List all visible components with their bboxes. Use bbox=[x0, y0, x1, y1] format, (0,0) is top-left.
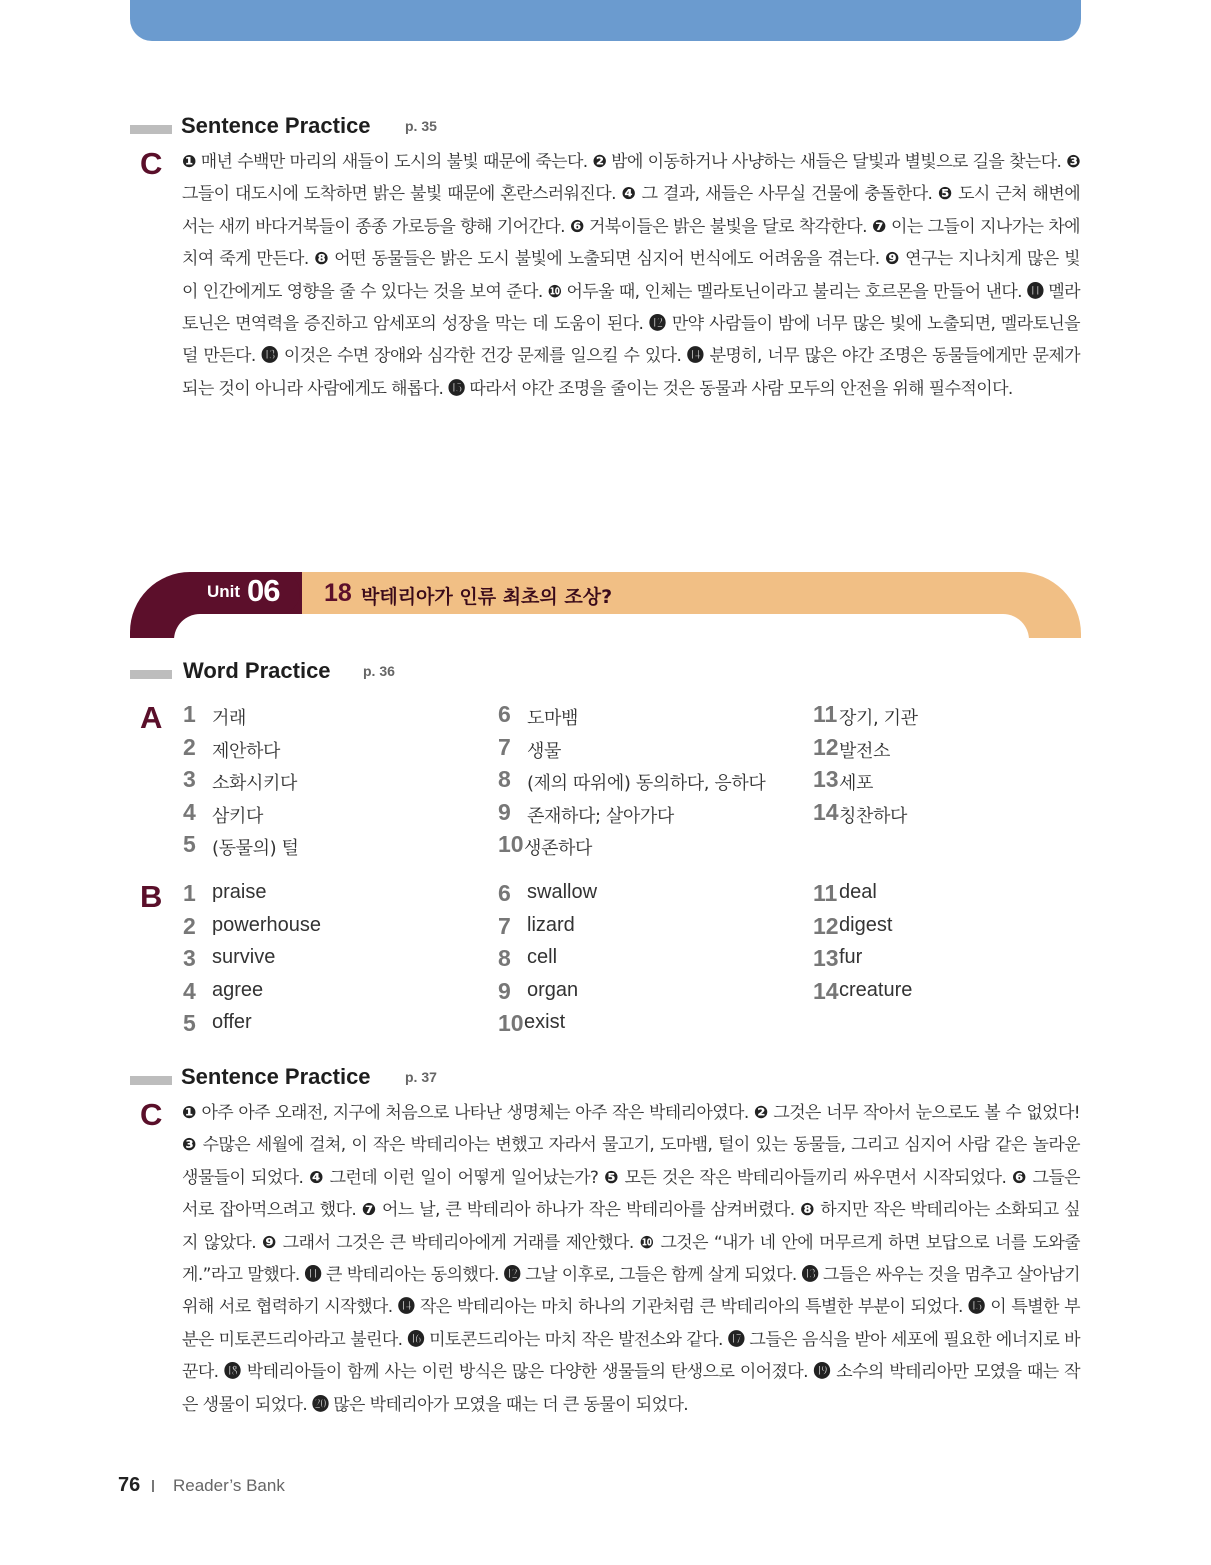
word-item-text: offer bbox=[212, 1011, 252, 1033]
sentence-number: ❽ bbox=[800, 1200, 815, 1221]
word-item-number: 13 bbox=[813, 945, 839, 971]
sentence-number: ⓮ bbox=[397, 1297, 415, 1318]
sentence-text: 밤에 이동하거나 사냥하는 새들은 달빛과 별빛으로 길을 찾는다. bbox=[606, 152, 1067, 172]
sentence-number: ❿ bbox=[639, 1232, 655, 1253]
section-title: Word Practice bbox=[183, 658, 331, 683]
word-item-text: 도마뱀 bbox=[527, 708, 578, 729]
word-item-number: 3 bbox=[183, 945, 196, 971]
word-item-number: 10 bbox=[498, 831, 524, 857]
sentence bbox=[621, 184, 937, 204]
word-item-text: deal bbox=[839, 881, 877, 903]
word-item-text: 삼키다 bbox=[212, 805, 263, 827]
top-color-band bbox=[130, 0, 1081, 41]
sentence-text: 그런데 이런 일이 어떻게 일어났는가? bbox=[323, 1167, 605, 1188]
sentence bbox=[407, 1330, 727, 1350]
sentence-number: ❾ bbox=[885, 249, 900, 270]
word-item-number: 12 bbox=[813, 733, 839, 760]
sentence-text: 그들은 서로 잡아먹으려고 했다. bbox=[182, 1167, 1081, 1221]
word-item-number: 4 bbox=[183, 798, 196, 825]
sentence-text: 분명히, 너무 많은 야간 조명은 동물들에게만 문제가 되는 것이 아니라 사람에게도 해롭다. bbox=[182, 346, 1080, 399]
word-item-number: 6 bbox=[498, 880, 511, 906]
word-item-number: 13 bbox=[813, 766, 839, 792]
exercise-letter-c-1: C bbox=[140, 146, 163, 181]
word-item-text: digest bbox=[839, 913, 893, 936]
sentence-number: ⓬ bbox=[503, 1265, 521, 1286]
sentence bbox=[398, 1297, 968, 1317]
sentence-number: ❽ bbox=[314, 249, 329, 270]
sentence-number: ⓲ bbox=[224, 1362, 242, 1383]
sentence-text: 멜라토닌은 면역력을 증진하고 암세포의 성장을 막는 데 도움이 된다. bbox=[182, 281, 1080, 335]
word-item-text: praise bbox=[212, 881, 267, 903]
word-item-number: 5 bbox=[183, 1010, 196, 1036]
sentence bbox=[182, 1103, 754, 1123]
sentence-text: 많은 박테리아가 모였을 때는 더 큰 동물이 되었다. bbox=[328, 1394, 689, 1415]
unit-banner bbox=[130, 572, 1081, 638]
word-item-number: 14 bbox=[813, 798, 839, 825]
word-item-text: creature bbox=[839, 978, 913, 1001]
sentence bbox=[570, 217, 872, 237]
sentence-text: 그들은 음식을 받아 세포에 필요한 에너지로 바꾼다. bbox=[182, 1329, 1080, 1383]
word-item-text: 발전소 bbox=[839, 740, 890, 762]
sentence-number: ⓱ bbox=[727, 1329, 745, 1350]
sentence-text: 만약 사람들이 밤에 너무 많은 빛에 노출되면, 멜라토닌을 덜 만든다. bbox=[182, 314, 1081, 367]
sentence-text: 큰 박테리아는 동의했다. bbox=[321, 1265, 504, 1286]
section-header-bar bbox=[130, 670, 172, 679]
word-item-text: lizard bbox=[527, 913, 575, 936]
sentence-number: ⓰ bbox=[407, 1329, 425, 1350]
section-page-ref: p. 36 bbox=[363, 663, 395, 679]
sentence bbox=[261, 346, 687, 366]
word-item-number: 8 bbox=[498, 945, 511, 971]
sentence bbox=[305, 1265, 504, 1285]
word-item-number: 1 bbox=[183, 880, 196, 906]
sentence bbox=[312, 1395, 688, 1415]
word-item-text: 존재하다; 살아가다 bbox=[527, 805, 674, 827]
word-item-number: 7 bbox=[498, 733, 511, 760]
sentence-text: 그것은 “내가 네 안에 머무르게 하면 보답으로 너를 도와줄게.”라고 말했다. bbox=[182, 1232, 1080, 1286]
section-title: Sentence Practice bbox=[181, 113, 371, 138]
footer-separator bbox=[152, 1480, 154, 1492]
word-item-text: (제의 따위에) 동의하다, 응하다 bbox=[527, 773, 766, 794]
sentence bbox=[754, 1103, 1080, 1123]
sentence-text: 어느 날, 큰 박테리아 하나가 작은 박테리아를 삼켜버렸다. bbox=[376, 1200, 801, 1221]
word-item-number: 9 bbox=[498, 798, 511, 825]
word-item-text: survive bbox=[212, 946, 276, 968]
sentence-practice-paragraph-1 bbox=[182, 146, 1080, 405]
sentence-number: ❾ bbox=[261, 1232, 277, 1253]
word-item-text: agree bbox=[212, 978, 264, 1001]
word-item-number: 12 bbox=[813, 912, 839, 939]
sentence-text: 따라서 야간 조명을 줄이는 것은 동물과 사람 모두의 안전을 위해 필수적이다. bbox=[464, 378, 1013, 399]
sentence bbox=[182, 152, 592, 172]
word-item-text: exist bbox=[524, 1011, 566, 1033]
sentence-text: 그래서 그것은 큰 박테리아에게 거래를 제안했다. bbox=[276, 1232, 640, 1253]
sentence-text: 이것은 수면 장애와 심각한 건강 문제를 일으킬 수 있다. bbox=[278, 346, 687, 367]
sentence-text: 도시 근처 해변에서는 새끼 바다거북들이 종종 가로등을 향해 기어간다. bbox=[182, 184, 1081, 237]
sentence-number: ❸ bbox=[182, 1135, 197, 1156]
section-page-ref: p. 37 bbox=[405, 1069, 437, 1085]
sentence-number: ❶ bbox=[182, 152, 196, 172]
sentence-number: ❼ bbox=[361, 1200, 377, 1221]
word-item-text: 제안하다 bbox=[212, 740, 280, 762]
sentence-number: ❷ bbox=[592, 152, 607, 172]
sentence-text: 그것은 너무 작아서 눈으로도 볼 수 없었다! bbox=[768, 1103, 1080, 1123]
sentence bbox=[309, 1168, 604, 1188]
sentence bbox=[224, 1362, 813, 1382]
section-header-bar bbox=[130, 125, 172, 134]
sentence-number: ❹ bbox=[309, 1167, 324, 1188]
sentence-number: ❺ bbox=[604, 1167, 619, 1188]
sentence-number: ⓮ bbox=[686, 346, 705, 367]
word-item-text: 칭찬하다 bbox=[839, 805, 907, 827]
word-item-number: 2 bbox=[183, 733, 196, 760]
word-item-text: 거래 bbox=[212, 708, 246, 729]
sentence-number: ⓯ bbox=[968, 1297, 986, 1318]
sentence-text: 거북이들은 밝은 불빛을 달로 착각한다. bbox=[583, 216, 872, 237]
word-item-number: 14 bbox=[813, 977, 839, 1004]
sentence-number: ⓴ bbox=[311, 1394, 329, 1415]
sentence bbox=[262, 1233, 640, 1253]
word-item-text: powerhouse bbox=[212, 913, 321, 936]
sentence-text: 그날 이후로, 그들은 함께 살게 되었다. bbox=[520, 1265, 802, 1286]
word-item-number: 9 bbox=[498, 977, 511, 1004]
sentence-text: 이 특별한 부분은 미토콘드리아라고 불린다. bbox=[182, 1297, 1080, 1350]
word-item-number: 10 bbox=[498, 1010, 524, 1036]
sentence-practice-paragraph-2 bbox=[182, 1097, 1080, 1421]
sentence-number: ❷ bbox=[753, 1103, 769, 1123]
section-title: Sentence Practice bbox=[181, 1064, 371, 1089]
sentence bbox=[504, 1265, 802, 1285]
word-item-text: fur bbox=[839, 946, 863, 968]
sentence-text: 어떤 동물들은 밝은 도시 불빛에 노출되면 심지어 번식에도 어려움을 겪는다. bbox=[328, 249, 886, 270]
sentence bbox=[604, 1168, 1012, 1188]
word-item-number: 11 bbox=[813, 701, 838, 727]
sentence-number: ⓭ bbox=[801, 1265, 819, 1286]
sentence-number: ❻ bbox=[569, 216, 584, 237]
sentence-number: ⓫ bbox=[1026, 281, 1044, 302]
unit-banner-cutout bbox=[174, 614, 1029, 644]
sentence-number: ⓯ bbox=[448, 378, 465, 399]
word-item-text: 장기, 기관 bbox=[839, 708, 918, 729]
sentence-text: 매년 수백만 마리의 새들이 도시의 불빛 때문에 죽는다. bbox=[195, 152, 593, 172]
sentence-number: ❻ bbox=[1012, 1167, 1027, 1188]
word-item-number: 4 bbox=[183, 977, 196, 1004]
section-page-ref: p. 35 bbox=[405, 118, 437, 134]
lesson-title: 박테리아가 인류 최초의 조상? bbox=[361, 586, 613, 608]
sentence bbox=[548, 282, 1027, 302]
sentence-number: ❿ bbox=[547, 281, 562, 302]
word-item-text: 생물 bbox=[527, 740, 561, 762]
sentence bbox=[592, 152, 1066, 172]
sentence-text: 이는 그들이 지나가는 차에 치여 죽게 만든다. bbox=[182, 216, 1081, 270]
sentence-text: 작은 박테리아는 마치 하나의 기관처럼 큰 박테리아의 특별한 부분이 되었다. bbox=[414, 1297, 969, 1318]
word-item-number: 5 bbox=[183, 831, 196, 857]
sentence-text: 연구는 지나치게 많은 빛이 인간에게도 영향을 줄 수 있다는 것을 보여 준다. bbox=[182, 249, 1080, 302]
lesson-number: 18 bbox=[324, 579, 352, 607]
sentence-text: 박테리아들이 함께 사는 이런 방식은 많은 다양한 생물들의 탄생으로 이어졌다. bbox=[241, 1362, 814, 1383]
book-title: Reader’s Bank bbox=[173, 1476, 285, 1495]
word-item-text: swallow bbox=[527, 881, 598, 903]
exercise-letter-c-2: C bbox=[140, 1097, 163, 1132]
sentence-number: ⓳ bbox=[813, 1362, 831, 1383]
sentence-number: ❼ bbox=[871, 216, 886, 237]
sentence-text: 모든 것은 작은 박테리아들끼리 싸우면서 시작되었다. bbox=[618, 1167, 1013, 1188]
word-item-text: cell bbox=[527, 946, 558, 968]
sentence-text: 하지만 작은 박테리아는 소화되고 싶지 않았다. bbox=[182, 1200, 1080, 1253]
sentence-text: 수많은 세월에 걸쳐, 이 작은 박테리아는 변했고 자라서 물고기, 도마뱀, 털이 있는 동물들, 그리고 심지어 사람 같은 놀라운 생물들이 되었다. bbox=[182, 1135, 1080, 1188]
sentence-number: ❺ bbox=[937, 184, 953, 205]
sentence-text: 그 결과, 새들은 사무실 건물에 충돌한다. bbox=[636, 184, 938, 205]
word-item-text: (동물의) 털 bbox=[212, 838, 299, 859]
word-item-text: 세포 bbox=[839, 773, 873, 794]
section-header-bar bbox=[130, 1076, 172, 1085]
word-item-number: 2 bbox=[183, 912, 196, 939]
sentence bbox=[314, 249, 885, 269]
word-item-number: 11 bbox=[813, 880, 838, 906]
sentence-number: ❹ bbox=[621, 184, 637, 205]
word-item-text: organ bbox=[527, 978, 579, 1001]
word-item-number: 6 bbox=[498, 701, 511, 727]
unit-label: Unit bbox=[207, 582, 241, 601]
sentence-text: 그들은 싸우는 것을 멈추고 살아남기 위해 서로 협력하기 시작했다. bbox=[182, 1265, 1080, 1318]
sentence-number: ❸ bbox=[1066, 152, 1081, 172]
sentence-text: 아주 아주 오래전, 지구에 처음으로 나타난 생명체는 아주 작은 박테리아였다. bbox=[196, 1103, 754, 1123]
sentence bbox=[448, 379, 1013, 399]
word-item-text: 생존하다 bbox=[524, 838, 592, 859]
exercise-letter-a: A bbox=[140, 700, 163, 735]
unit-number: 06 bbox=[247, 573, 280, 608]
sentence-number: ⓬ bbox=[648, 314, 667, 335]
sentence-number: ⓭ bbox=[261, 346, 279, 367]
word-item-number: 1 bbox=[183, 701, 196, 727]
word-item-number: 8 bbox=[498, 766, 511, 792]
word-item-text: 소화시키다 bbox=[212, 773, 297, 794]
sentence-text: 그들이 대도시에 도착하면 밝은 불빛 때문에 혼란스러워진다. bbox=[182, 184, 622, 205]
page-number: 76 bbox=[118, 1474, 141, 1496]
sentence-text: 어두울 때, 인체는 멜라토닌이라고 불리는 호르몬을 만들어 낸다. bbox=[561, 281, 1027, 302]
word-item-number: 3 bbox=[183, 766, 196, 792]
sentence-text: 소수의 박테리아만 모였을 때는 작은 생물이 되었다. bbox=[182, 1362, 1080, 1415]
sentence-number: ⓫ bbox=[304, 1265, 322, 1286]
exercise-letter-b: B bbox=[140, 879, 163, 914]
word-item-number: 7 bbox=[498, 912, 511, 939]
sentence bbox=[362, 1200, 800, 1220]
sentence-text: 미토콘드리아는 마치 작은 발전소와 같다. bbox=[424, 1329, 728, 1350]
sentence-number: ❶ bbox=[182, 1103, 197, 1123]
